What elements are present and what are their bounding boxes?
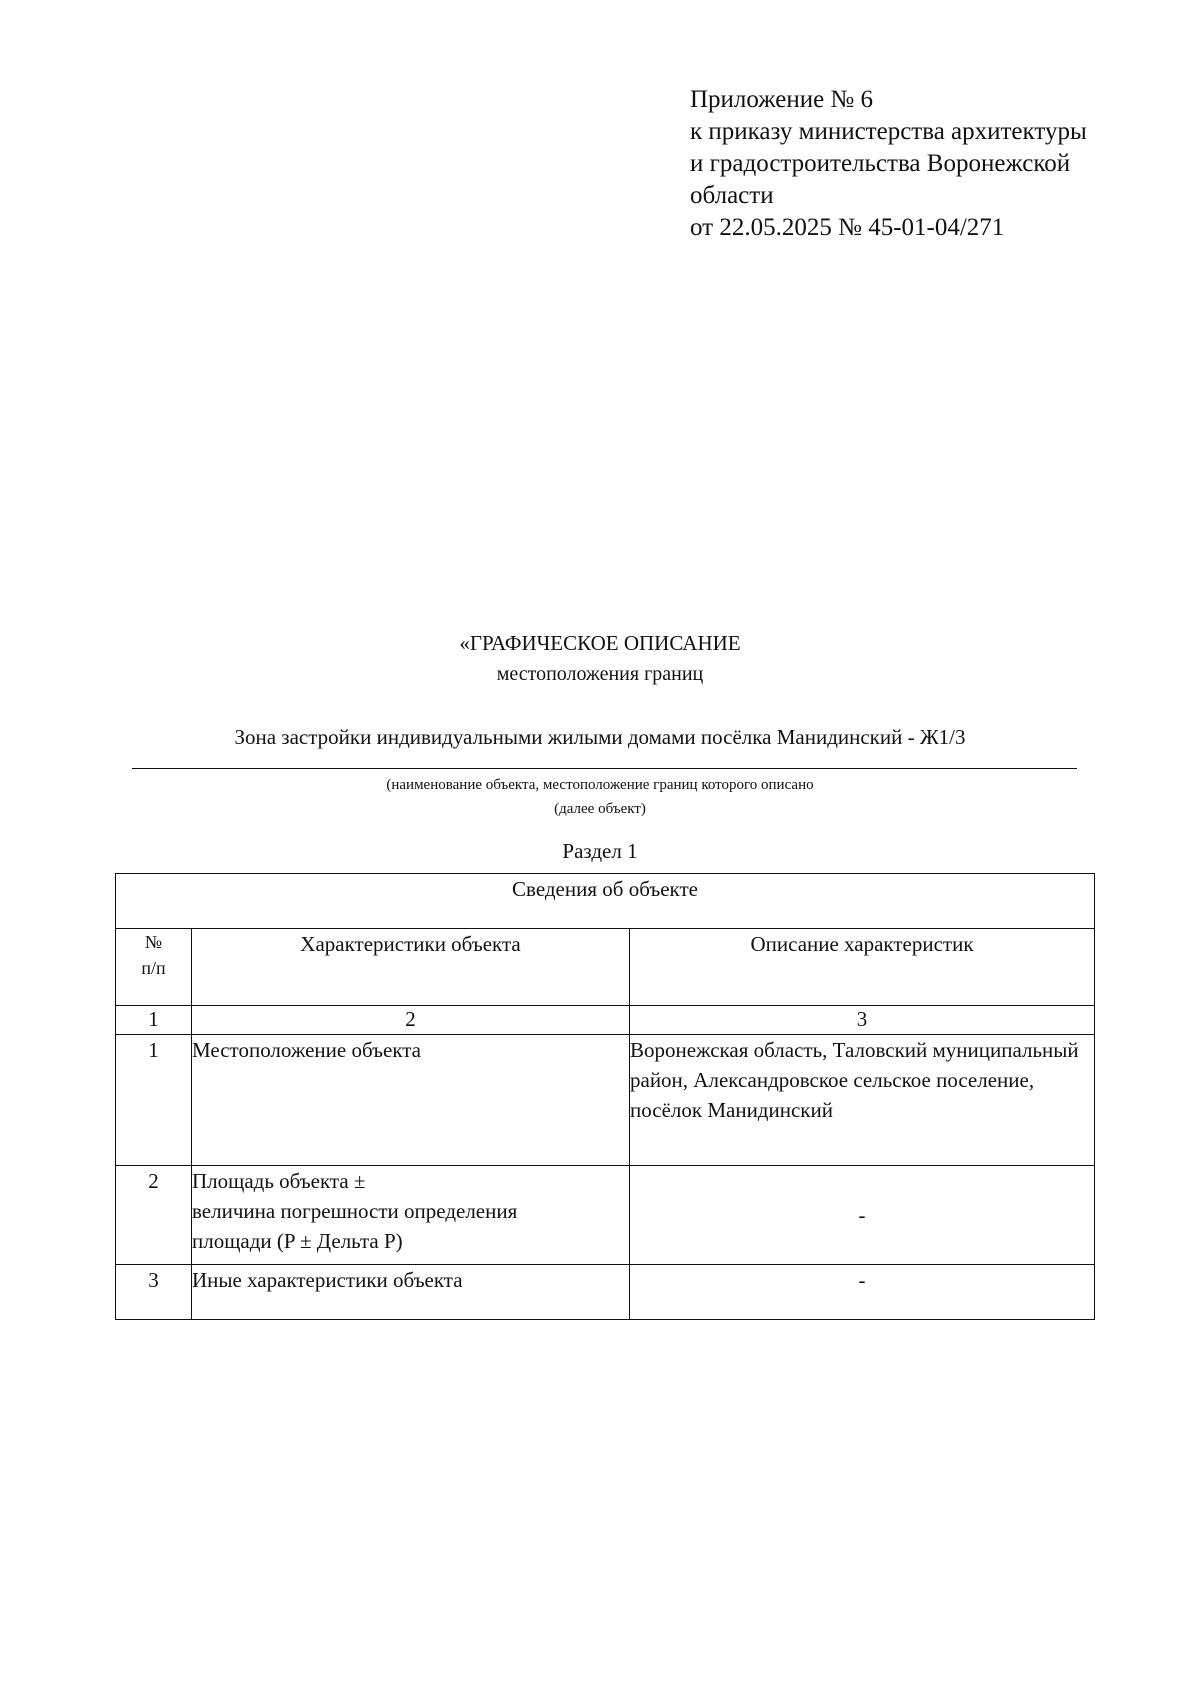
column-number: 3 bbox=[630, 1006, 1095, 1035]
column-number: 1 bbox=[116, 1006, 192, 1035]
row-characteristic bbox=[192, 1166, 630, 1265]
row-number: 3 bbox=[116, 1265, 192, 1320]
row-characteristic-line-2: величина погрешности определения bbox=[192, 1199, 518, 1223]
table-row bbox=[116, 1035, 1095, 1166]
appendix-line-5: от 22.05.2025 № 45-01-04/271 bbox=[690, 214, 1005, 241]
row-characteristic-line-1: Площадь объекта ± bbox=[192, 1169, 366, 1193]
table-header-row bbox=[116, 929, 1095, 1006]
table-caption-row bbox=[116, 874, 1095, 929]
row-characteristic: Иные характеристики объекта bbox=[192, 1265, 630, 1320]
column-number-row bbox=[116, 1006, 1095, 1035]
row-number: 2 bbox=[116, 1166, 192, 1265]
row-characteristic: Местоположение объекта bbox=[192, 1035, 630, 1166]
appendix-line-1: Приложение № 6 bbox=[690, 86, 874, 113]
table-row bbox=[116, 1166, 1095, 1265]
row-number: 1 bbox=[116, 1035, 192, 1166]
header-num-line-2: п/п bbox=[141, 958, 166, 978]
header-num bbox=[116, 929, 192, 1006]
table-caption: Сведения об объекте bbox=[116, 874, 1095, 929]
row-description: Воронежская область, Таловский муниципальный район, Александровское сельское поселение, посёлок Манидинский bbox=[630, 1035, 1095, 1166]
row-description: - bbox=[630, 1166, 1095, 1265]
object-note-line-2: (далее объект) bbox=[554, 801, 646, 817]
document-subtitle: местоположения границ bbox=[496, 663, 704, 685]
object-name-underline bbox=[132, 768, 1077, 769]
column-number: 2 bbox=[192, 1006, 630, 1035]
header-description: Описание характеристик bbox=[630, 929, 1095, 1006]
document-title: «ГРАФИЧЕСКОЕ ОПИСАНИЕ bbox=[459, 631, 741, 655]
object-info-table bbox=[115, 873, 1095, 1320]
header-characteristic: Характеристики объекта bbox=[192, 929, 630, 1006]
appendix-line-3: и градостроительства Воронежской bbox=[690, 150, 1071, 177]
appendix-header bbox=[690, 84, 1160, 244]
section-label: Раздел 1 bbox=[562, 839, 638, 863]
table-row bbox=[116, 1265, 1095, 1320]
row-description: - bbox=[630, 1265, 1095, 1320]
object-note-line-1: (наименование объекта, местоположение границ которого описано bbox=[386, 777, 814, 793]
row-characteristic-line-3: площади (P ± Дельта P) bbox=[192, 1229, 403, 1253]
header-num-line-1: № bbox=[144, 932, 163, 952]
appendix-line-4: области bbox=[690, 182, 774, 209]
object-name: Зона застройки индивидуальными жилыми домами посёлка Манидинский - Ж1/3 bbox=[234, 725, 966, 749]
appendix-line-2: к приказу министерства архитектуры bbox=[690, 118, 1087, 145]
